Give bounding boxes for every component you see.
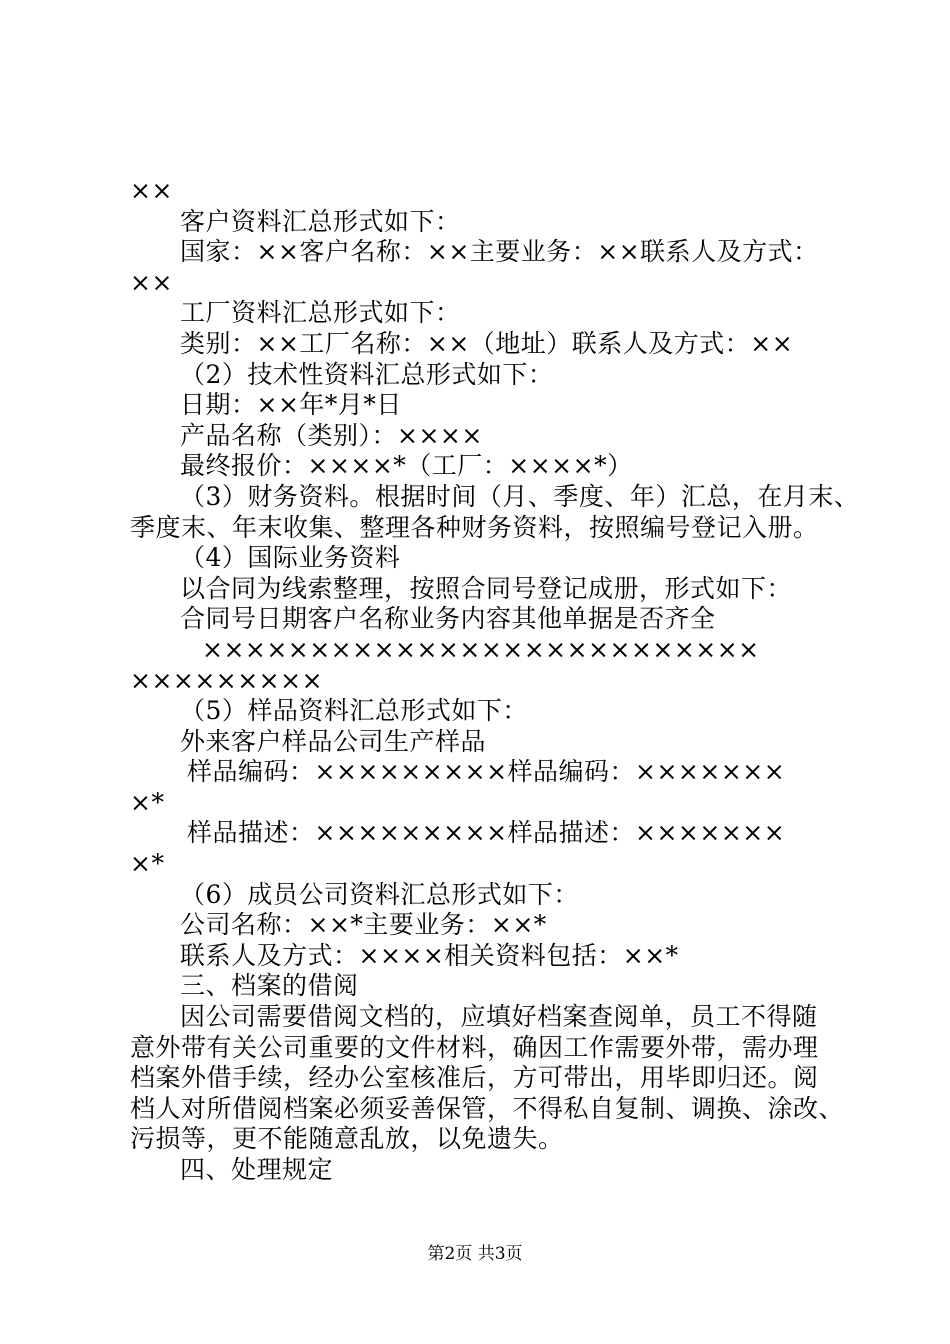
- text-line: （5）样品资料汇总形式如下：: [180, 696, 528, 726]
- text-line: ×××××××××: [130, 665, 324, 695]
- text-line: 最终报价：××××*（工厂：××××*）: [180, 451, 633, 481]
- section-heading: 三、档案的借阅: [180, 971, 359, 1001]
- text-line: 因公司需要借阅文档的，应填好档案查阅单，员工不得随: [180, 1002, 818, 1032]
- page-number-footer: 第2页 共3页: [427, 1244, 523, 1264]
- text-line: 工厂资料汇总形式如下：: [180, 298, 461, 328]
- text-line: 合同号日期客户名称业务内容其他单据是否齐全: [180, 604, 716, 634]
- section-heading: 四、处理规定: [180, 1155, 334, 1184]
- text-line: ×*: [130, 849, 165, 879]
- text-line: （2）技术性资料汇总形式如下：: [180, 359, 554, 389]
- text-line: （4）国际业务资料: [180, 543, 401, 573]
- text-line: 以合同为线索整理，按照合同号登记成册，形式如下：: [180, 573, 793, 603]
- text-line: 季度末、年末收集、整理各种财务资料，按照编号登记入册。: [130, 512, 819, 542]
- text-line: 联系人及方式：××××相关资料包括：××*: [180, 940, 679, 970]
- text-line: （3）财务资料。根据时间（月、季度、年）汇总，在月末、: [180, 481, 860, 511]
- text-line: （6）成员公司资料汇总形式如下：: [180, 879, 579, 909]
- text-line: 样品描述：×××××××××样品描述：×××××××: [187, 818, 786, 848]
- text-line: ××: [130, 267, 173, 297]
- text-line: 档案外借手续，经办公室核准后，方可带出，用毕即归还。阅: [130, 1063, 819, 1093]
- text-line: 产品名称（类别）：××××: [180, 420, 483, 450]
- text-line: ××××××××××××××××××××××××××: [202, 634, 760, 664]
- text-line: ×*: [130, 787, 165, 817]
- text-line: 类别：××工厂名称：××（地址）联系人及方式：××: [180, 328, 794, 358]
- text-line: 客户资料汇总形式如下：: [180, 206, 461, 236]
- text-line: 外来客户样品公司生产样品: [180, 726, 487, 756]
- text-line: 档人对所借阅档案必须妥善保管，不得私自复制、调换、涂改、: [130, 1093, 845, 1123]
- text-line: 污损等，更不能随意乱放，以免遗失。: [130, 1124, 564, 1154]
- document-body: [130, 176, 860, 1186]
- text-line: 公司名称：××*主要业务：××*: [180, 910, 547, 940]
- text-line: 意外带有关公司重要的文件材料，确因工作需要外带，需办理: [130, 1032, 819, 1062]
- text-line: 日期：××年*月*日: [180, 390, 402, 420]
- text-line: 样品编码：×××××××××样品编码：×××××××: [187, 757, 786, 787]
- text-line: ××: [130, 176, 173, 205]
- text-line: 国家：××客户名称：××主要业务：××联系人及方式：: [180, 237, 819, 267]
